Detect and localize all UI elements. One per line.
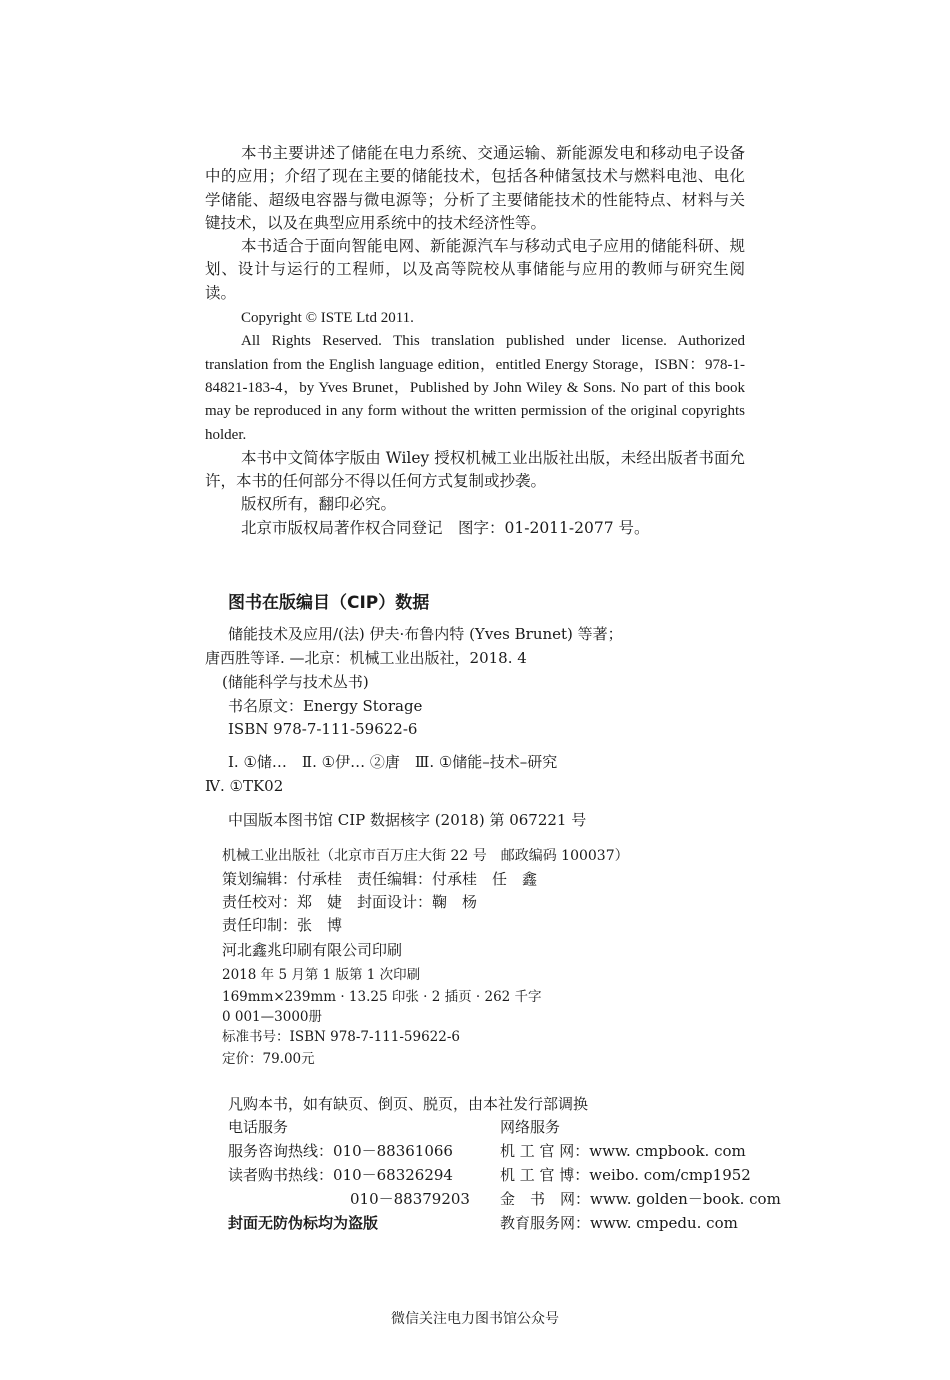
price-line: 定价：79.00元 [222,1051,315,1067]
cn-edition-paragraph: 本书中文简体字版由 Wiley 授权机械工业出版社出版，未经出版者书面允许，本书的任何部分不得以任何方式复制或抄袭。 [205,448,745,491]
summary-section [205,142,745,540]
cip-title: 图书在版编目（CIP）数据 [228,593,430,613]
web-education: 教育服务网：www. cmpedu. com [500,1214,738,1232]
cip-line-1: 储能技术及应用/(法) 伊夫·布鲁内特 (Yves Brunet) 等著； [228,625,623,643]
summary-paragraph-1: 本书主要讲述了储能在电力系统、交通运输、新能源发电和移动电子设备中的应用；介绍了现在主要的储能技术，包括各种储氢技术与燃料电池、电化学储能、超级电容器与微电源等；分析了主要储能技术的性能特点、材料与关键技术，以及在典型应用系统中的技术经济性等。 [205,144,745,232]
exchange-notice: 凡购本书，如有缺页、倒页、脱页，由本社发行部调换 [228,1095,589,1113]
web-official-site: 机 工 官 网：www. cmpbook. com [500,1142,746,1160]
web-official-weibo: 机 工 官 博：weibo. com/cmp1952 [500,1166,751,1184]
web-golden-book: 金 书 网：www. golden－book. com [500,1190,781,1208]
publisher-line: 机械工业出版社（北京市百万庄大街 22 号 邮政编码 100037） [222,848,629,864]
cip-line-3: (储能科学与技术丛书) [222,673,369,691]
phone-purchase-2: 010－88379203 [350,1190,470,1208]
registration-line: 北京市版权局著作权合同登记 图字：01-2011-2077 号。 [241,518,650,537]
rights-paragraph: All Rights Reserved. This translation published under license. Authorized translation from the English language edition，entitled Energy Storage，ISBN：978-1-84821-183-4，by Yves Brunet，Published by John Wiley & Sons. No part of this book may be reproduced in any form without the written permission of the original copyrights holder. [205,333,745,443]
format-line: 169mm×239mm · 13.25 印张 · 2 插页 · 262 千字 [222,989,542,1005]
summary-paragraph-2: 本书适合于面向智能电网、新能源汽车与移动式电子应用的储能科研、规划、设计与运行的工程师，以及高等院校从事储能与应用的教师与研究生阅读。 [205,237,745,302]
isbn-line: 标准书号：ISBN 978-7-111-59622-6 [222,1029,461,1045]
cip-line-7: Ⅳ. ①TK02 [205,777,284,795]
footer-wechat-note: 微信关注电力图书馆公众号 [391,1311,559,1327]
cip-line-4: 书名原文：Energy Storage [228,697,423,715]
cip-line-2: 唐西胜等译. —北京：机械工业出版社，2018. 4 [205,649,527,667]
copies-line: 0 001—3000册 [222,1009,323,1025]
phone-purchase: 读者购书热线：010－68326294 [228,1166,453,1184]
phone-consult: 服务咨询热线：010－88361066 [228,1142,453,1160]
web-service-heading: 网络服务 [500,1118,561,1136]
phone-service-heading: 电话服务 [228,1118,289,1136]
all-rights-line: 版权所有，翻印必究。 [241,495,397,514]
cip-line-5: ISBN 978-7-111-59622-6 [228,720,418,738]
cip-line-8: 中国版本图书馆 CIP 数据核字 (2018) 第 067221 号 [228,811,587,829]
copyright-line: Copyright © ISTE Ltd 2011. [241,310,414,327]
print-editor-line: 责任印制：张 博 [222,916,343,934]
printer-line: 河北鑫兆印刷有限公司印刷 [222,941,403,959]
editors-line: 策划编辑：付承桂 责任编辑：付承桂 任 鑫 [222,870,538,888]
anti-counterfeit-notice: 封面无防伪标均为盗版 [228,1214,379,1232]
cip-line-6: Ⅰ. ①储… Ⅱ. ①伊… ②唐 Ⅲ. ①储能–技术–研究 [228,753,558,771]
proof-line: 责任校对：郑 婕 封面设计：鞠 杨 [222,893,478,911]
edition-line: 2018 年 5 月第 1 版第 1 次印刷 [222,967,421,983]
